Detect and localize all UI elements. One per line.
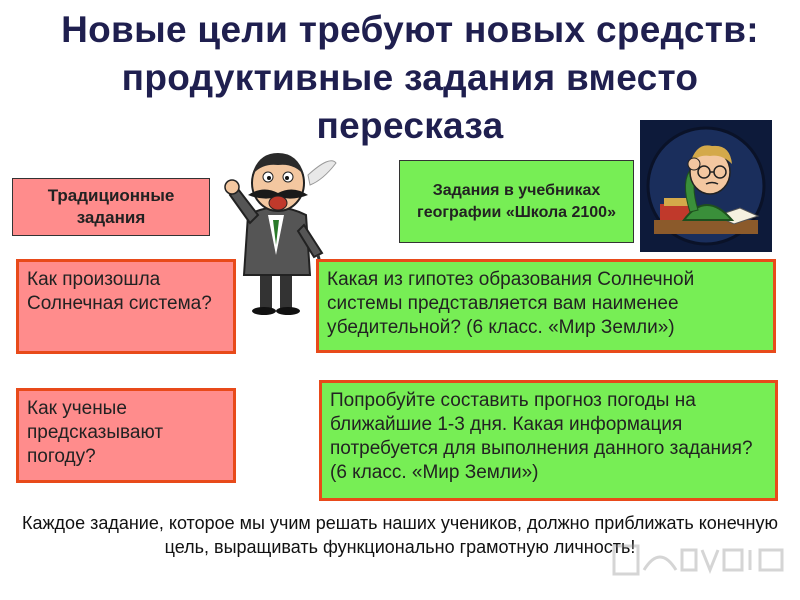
slide-title: Новые цели требуют новых средств: продуктивные задания вместо пересказа xyxy=(61,9,759,146)
textbook-tasks-header: Задания в учебниках географии «Школа 2100» xyxy=(399,160,634,243)
thinking-student-cartoon-icon xyxy=(640,120,772,252)
footer-conclusion: Каждое задание, которое мы учим решать наших учеников, должно приближать конечную цель, выращивать функционально грамотную личность! xyxy=(22,513,778,557)
traditional-task-2: Как ученые предсказывают погоду? xyxy=(16,388,236,483)
site-watermark-logo xyxy=(610,540,790,580)
productive-task-2: Попробуйте составить прогноз погоды на ближайшие 1-3 дня. Какая информация потребуется для выполнения данного задания? (6 класс. «Мир Земли») xyxy=(319,380,778,501)
traditional-task-1: Как произошла Солнечная система? xyxy=(16,259,236,354)
productive-task-1: Какая из гипотез образования Солнечной системы представляется вам наименее убедительной? (6 класс. «Мир Земли») xyxy=(316,259,776,353)
traditional-tasks-header: Традиционные задания xyxy=(12,178,210,236)
